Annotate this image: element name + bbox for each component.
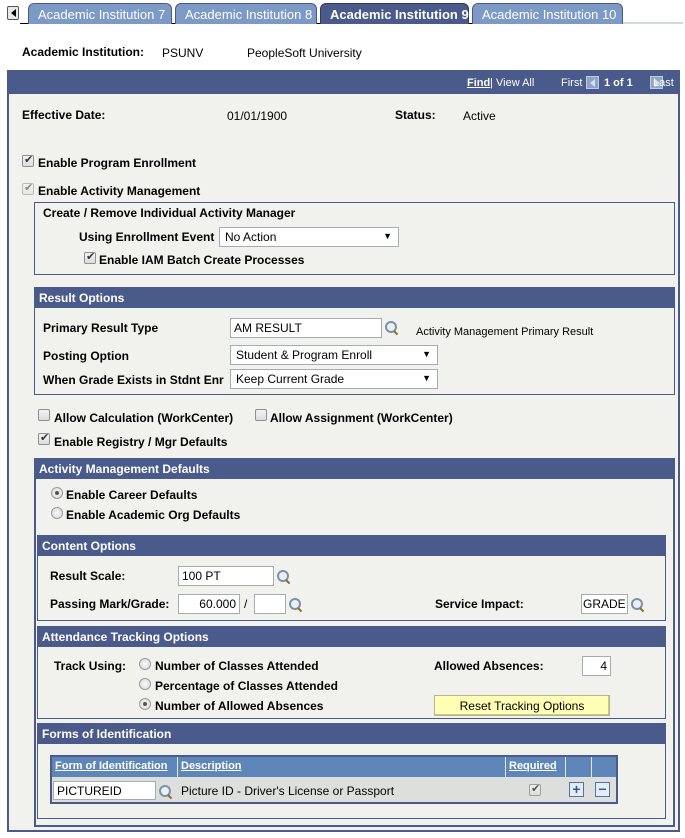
result-options-header: Result Options (34, 287, 675, 308)
result-scale-lookup-icon[interactable] (277, 570, 291, 584)
find-link[interactable]: Find (467, 77, 491, 89)
classes-attended-label: Number of Classes Attended (155, 659, 319, 673)
last-link[interactable]: Last (653, 77, 674, 89)
enable-activity-management-checkbox[interactable] (22, 183, 34, 195)
institution-code: PSUNV (162, 46, 204, 60)
tab-academic-institution-10[interactable]: Academic Institution 10 (472, 3, 623, 24)
passing-separator: / (244, 597, 248, 611)
enable-activity-management-label: Enable Activity Management (38, 184, 201, 198)
remove-row-icon[interactable]: − (595, 782, 610, 797)
allow-calculation-checkbox[interactable] (38, 409, 50, 421)
column-header-form[interactable]: Form of Identification (52, 757, 178, 777)
column-header-description[interactable]: Description (178, 757, 506, 777)
iam-box-title: Create / Remove Individual Activity Manager (43, 206, 296, 220)
grade-exists-select[interactable]: Keep Current Grade ▼ (230, 369, 438, 389)
column-header-add (566, 757, 592, 777)
tab-academic-institution-7[interactable]: Academic Institution 7 (28, 3, 172, 24)
required-checkbox[interactable] (529, 784, 541, 796)
institution-name: PeopleSoft University (247, 46, 362, 60)
column-header-remove (592, 757, 616, 777)
status-value: Active (463, 109, 496, 123)
passing-mark-input[interactable]: 60.000 (178, 594, 240, 614)
enable-program-enrollment-checkbox[interactable] (22, 155, 34, 167)
enable-registry-label: Enable Registry / Mgr Defaults (54, 435, 228, 449)
column-header-required[interactable]: Required (506, 757, 566, 777)
view-all-link[interactable]: View All (496, 77, 535, 89)
passing-grade-lookup-icon[interactable] (289, 598, 303, 612)
tab-academic-institution-8[interactable]: Academic Institution 8 (175, 3, 317, 24)
form-description: Picture ID - Driver's License or Passport (181, 784, 395, 798)
enrollment-event-label: Using Enrollment Event (79, 230, 215, 244)
tabs-divider-tail (623, 22, 683, 24)
allow-assignment-label: Allow Assignment (WorkCenter) (270, 411, 453, 425)
acad-org-defaults-radio[interactable] (51, 507, 63, 519)
form-of-id-lookup-icon[interactable] (159, 785, 173, 799)
enable-program-enrollment-label: Enable Program Enrollment (38, 156, 197, 170)
percentage-attended-label: Percentage of Classes Attended (155, 679, 338, 693)
forms-of-id-grid (50, 755, 618, 804)
passing-grade-input[interactable] (254, 594, 286, 614)
main-panel-header (7, 70, 680, 94)
career-defaults-label: Enable Career Defaults (66, 488, 198, 502)
posting-option-label: Posting Option (43, 349, 129, 363)
content-options-header: Content Options (37, 535, 666, 556)
enrollment-event-select[interactable]: No Action ▼ (219, 227, 399, 247)
service-impact-label: Service Impact: (435, 597, 524, 611)
attendance-header: Attendance Tracking Options (37, 626, 666, 647)
institution-label: Academic Institution: (22, 45, 145, 59)
allowed-absences-option-label: Number of Allowed Absences (155, 699, 324, 713)
enable-registry-checkbox[interactable] (38, 433, 50, 445)
allowed-absences-radio[interactable] (139, 698, 151, 710)
am-defaults-header: Activity Management Defaults (34, 458, 675, 479)
tab-academic-institution-9[interactable]: Academic Institution 9 (320, 3, 469, 24)
result-scale-input[interactable]: 100 PT (178, 566, 274, 586)
page-info: 1 of 1 (604, 77, 633, 89)
allowed-absences-label: Allowed Absences: (434, 659, 544, 673)
add-row-icon[interactable]: + (569, 782, 584, 797)
classes-attended-radio[interactable] (139, 658, 151, 670)
service-impact-lookup-icon[interactable] (631, 598, 645, 612)
form-of-id-input[interactable]: PICTUREID (53, 781, 156, 800)
previous-row-icon[interactable] (586, 76, 599, 89)
iam-batch-checkbox[interactable] (84, 252, 96, 264)
iam-batch-label: Enable IAM Batch Create Processes (99, 253, 305, 267)
result-scale-label: Result Scale: (50, 569, 126, 583)
first-link[interactable]: First (561, 77, 583, 89)
forms-of-id-header: Forms of Identification (37, 723, 666, 744)
nav-separator: | (490, 77, 493, 89)
status-label: Status: (395, 108, 436, 122)
allow-calculation-label: Allow Calculation (WorkCenter) (54, 411, 234, 425)
effective-date-label: Effective Date: (22, 108, 106, 122)
acad-org-defaults-label: Enable Academic Org Defaults (66, 508, 241, 522)
percentage-attended-radio[interactable] (139, 678, 151, 690)
tab-scroll-left-button[interactable] (7, 6, 19, 20)
posting-option-select[interactable]: Student & Program Enroll ▼ (230, 345, 438, 365)
reset-tracking-options-button[interactable]: Reset Tracking Options (434, 695, 610, 716)
allow-assignment-checkbox[interactable] (255, 409, 267, 421)
service-impact-input[interactable]: GRADE (581, 594, 628, 614)
effective-date-value: 01/01/1900 (227, 109, 288, 123)
primary-result-description: Activity Management Primary Result (416, 326, 594, 338)
primary-result-lookup-icon[interactable] (385, 321, 399, 335)
primary-result-type-label: Primary Result Type (43, 321, 159, 335)
grade-exists-label: When Grade Exists in Stdnt Enr (43, 373, 224, 387)
career-defaults-radio[interactable] (51, 487, 63, 499)
primary-result-type-input[interactable]: AM RESULT (230, 318, 382, 338)
passing-mark-label: Passing Mark/Grade: (50, 597, 170, 611)
allowed-absences-input[interactable]: 4 (582, 656, 611, 676)
track-using-label: Track Using: (54, 659, 127, 673)
